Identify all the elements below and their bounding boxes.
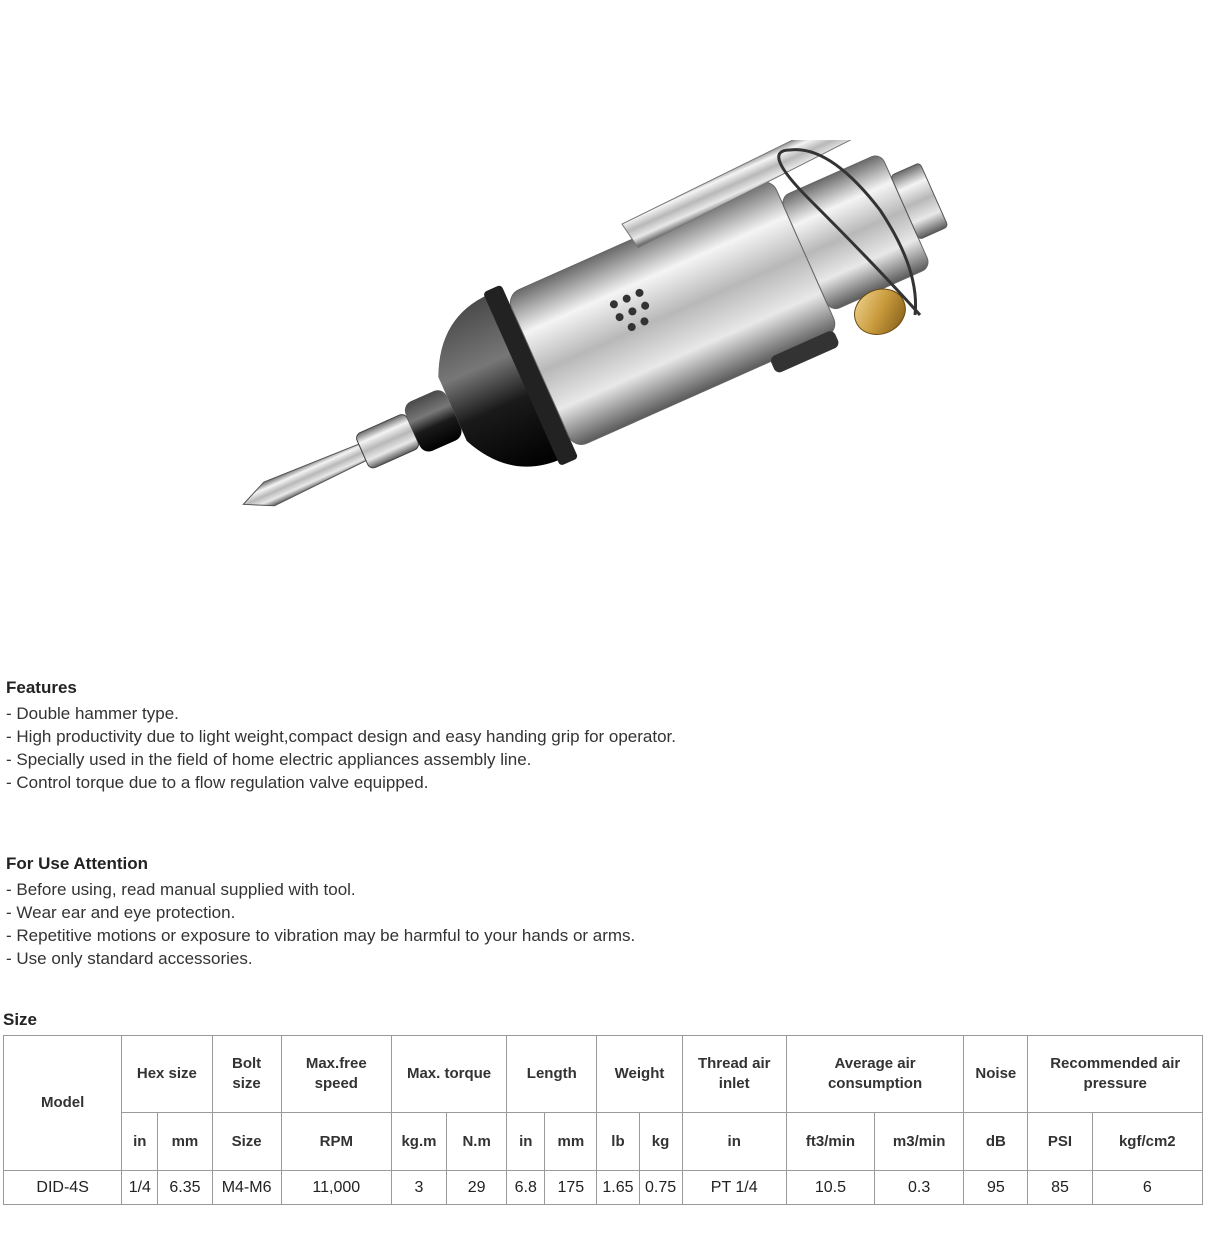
- unit-length-mm: mm: [545, 1113, 597, 1171]
- table-row: [4, 1171, 1203, 1205]
- list-item: - Use only standard accessories.: [6, 949, 253, 968]
- cell-cons-m3: 0.3: [875, 1171, 964, 1205]
- cell-thread-in: PT 1/4: [682, 1171, 786, 1205]
- header-speed: [281, 1036, 391, 1113]
- unit-hex-in: in: [122, 1113, 158, 1171]
- header-weight: Weight: [597, 1036, 682, 1113]
- unit-torque-nm: N.m: [447, 1113, 507, 1171]
- header-consumption-line2: consumption: [827, 1075, 923, 1092]
- header-noise: Noise: [964, 1036, 1028, 1113]
- cell-speed: 11,000: [281, 1171, 391, 1205]
- unit-weight-lb: lb: [597, 1113, 639, 1171]
- cell-noise-db: 95: [964, 1171, 1028, 1205]
- header-model: Model: [4, 1036, 122, 1171]
- header-thread-line2: inlet: [718, 1075, 750, 1092]
- unit-thread-in: in: [682, 1113, 786, 1171]
- cell-hex-mm: 6.35: [158, 1171, 212, 1205]
- header-speed-line2: speed: [314, 1075, 358, 1092]
- features-section: [6, 678, 676, 794]
- cell-pressure-psi: 85: [1028, 1171, 1092, 1205]
- cell-bolt: M4-M6: [212, 1171, 281, 1205]
- cell-hex-in: 1/4: [122, 1171, 158, 1205]
- unit-hex-mm: mm: [158, 1113, 212, 1171]
- list-item: - High productivity due to light weight,compact design and easy handing grip for operator.: [6, 727, 677, 746]
- features-title: Features: [6, 678, 77, 697]
- cell-weight-kg: 0.75: [639, 1171, 682, 1205]
- header-thread: [682, 1036, 786, 1113]
- product-image: [190, 140, 980, 520]
- unit-pressure-kgf: kgf/cm2: [1092, 1113, 1202, 1171]
- unit-cons-ft3: ft3/min: [786, 1113, 874, 1171]
- cell-pressure-kgf: 6: [1092, 1171, 1202, 1205]
- header-torque: Max. torque: [391, 1036, 506, 1113]
- header-pressure: [1028, 1036, 1203, 1113]
- cell-weight-lb: 1.65: [597, 1171, 639, 1205]
- header-bolt-line1: Bolt: [231, 1055, 262, 1072]
- header-length: Length: [507, 1036, 597, 1113]
- header-consumption: [786, 1036, 963, 1113]
- header-pressure-line1: Recommended air: [1050, 1055, 1181, 1072]
- cell-length-in: 6.8: [507, 1171, 545, 1205]
- header-pressure-line2: pressure: [1083, 1075, 1147, 1092]
- cell-model: DID-4S: [4, 1171, 122, 1205]
- unit-noise-db: dB: [964, 1113, 1028, 1171]
- unit-length-in: in: [507, 1113, 545, 1171]
- header-bolt-size: [212, 1036, 281, 1113]
- features-list: [6, 702, 676, 794]
- unit-cons-m3: m3/min: [875, 1113, 964, 1171]
- unit-pressure-psi: PSI: [1028, 1113, 1092, 1171]
- unit-speed: RPM: [281, 1113, 391, 1171]
- list-item: - Before using, read manual supplied with tool.: [6, 880, 356, 899]
- table-header-row: [4, 1036, 1203, 1113]
- list-item: - Wear ear and eye protection.: [6, 903, 236, 922]
- list-item: - Specially used in the field of home electric appliances assembly line.: [6, 750, 532, 769]
- header-consumption-line1: Average air: [834, 1055, 916, 1072]
- cell-torque-kgm: 3: [391, 1171, 446, 1205]
- cell-length-mm: 175: [545, 1171, 597, 1205]
- list-item: - Double hammer type.: [6, 704, 179, 723]
- spec-table: [3, 1035, 1203, 1205]
- list-item: - Control torque due to a flow regulation valve equipped.: [6, 773, 429, 792]
- table-units-row: [4, 1113, 1203, 1171]
- attention-title: For Use Attention: [6, 854, 148, 873]
- attention-list: [6, 878, 635, 970]
- header-thread-line1: Thread air: [697, 1055, 771, 1072]
- unit-bolt: Size: [212, 1113, 281, 1171]
- cell-torque-nm: 29: [447, 1171, 507, 1205]
- attention-section: [6, 854, 635, 970]
- header-speed-line1: Max.free: [305, 1055, 367, 1072]
- unit-weight-kg: kg: [639, 1113, 682, 1171]
- list-item: - Repetitive motions or exposure to vibration may be harmful to your hands or arms.: [6, 926, 636, 945]
- header-bolt-line2: size: [232, 1075, 261, 1092]
- header-hex-size: Hex size: [122, 1036, 212, 1113]
- cell-cons-ft3: 10.5: [786, 1171, 874, 1205]
- unit-torque-kgm: kg.m: [391, 1113, 446, 1171]
- size-title: Size: [3, 1010, 38, 1029]
